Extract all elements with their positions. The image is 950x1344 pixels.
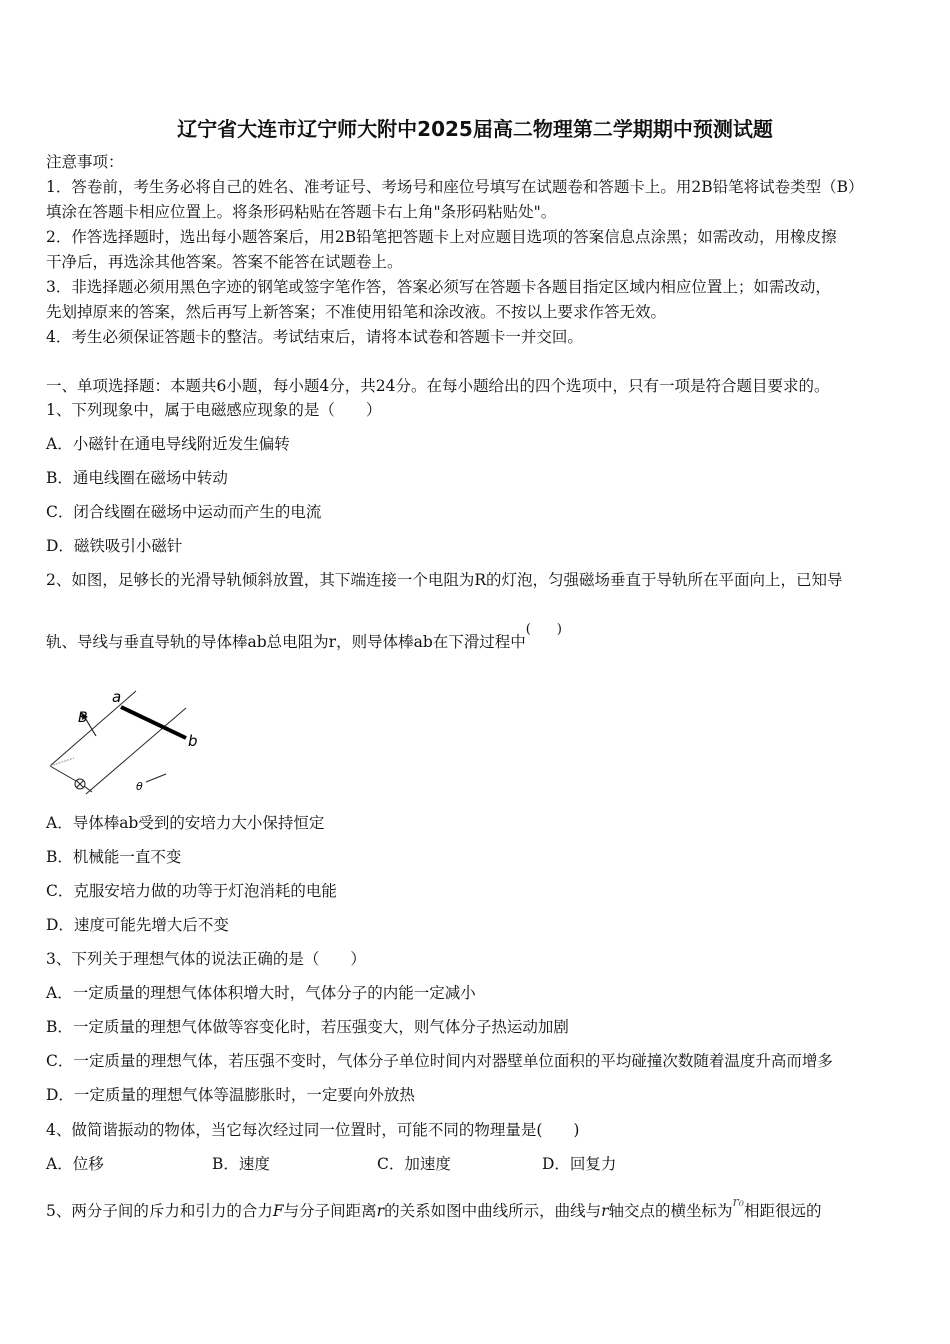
var-r0: r₀ bbox=[732, 1195, 744, 1210]
q5-stem bbox=[46, 1195, 822, 1223]
q5-text: 5、两分子间的斥力和引力的合力 bbox=[46, 1202, 273, 1220]
notice-line: 3．非选择题必须用黑色字迹的钢笔或签字笔作答，答案必须写在答题卡各题目指定区域内相应位置上；如需改动， bbox=[46, 278, 831, 296]
inclined-rail-diagram bbox=[46, 686, 198, 798]
q5-text: 与分子间距离 bbox=[283, 1202, 377, 1220]
q4-option-b: B．速度 bbox=[212, 1155, 270, 1173]
var-r: r bbox=[601, 1202, 609, 1220]
q2-stem-line2 bbox=[46, 622, 562, 654]
notice-line: 2．作答选择题时，选出每小题答案后，用2B铅笔把答题卡上对应题目选项的答案信息点涂黑；如需改动，用橡皮擦 bbox=[46, 228, 837, 246]
label-theta: θ bbox=[136, 780, 143, 793]
notice-line: 先划掉原来的答案，然后再写上新答案；不准使用铅笔和涂改液。不按以上要求作答无效。 bbox=[46, 303, 667, 321]
q4-option-c: C．加速度 bbox=[377, 1155, 451, 1173]
label-b: b bbox=[188, 732, 198, 750]
q2-option-b: B．机械能一直不变 bbox=[46, 848, 182, 866]
q3-stem: 3、下列关于理想气体的说法正确的是（ ） bbox=[46, 950, 366, 968]
q4-option-a: A．位移 bbox=[46, 1155, 104, 1173]
notice-line: 干净后，再选涂其他答案。答案不能答在试题卷上。 bbox=[46, 253, 403, 271]
answer-paren: ( ) bbox=[525, 622, 562, 637]
q2-option-c: C．克服安培力做的功等于灯泡消耗的电能 bbox=[46, 882, 337, 900]
notice-line: 填涂在答题卡相应位置上。将条形码粘贴在答题卡右上角"条形码粘贴处"。 bbox=[46, 203, 557, 221]
q3-option-a: A．一定质量的理想气体体积增大时，气体分子的内能一定减小 bbox=[46, 984, 476, 1002]
q1-option-d: D．磁铁吸引小磁针 bbox=[46, 537, 183, 555]
notice-heading: 注意事项： bbox=[46, 153, 124, 171]
page-title: 辽宁省大连市辽宁师大附中2025届高二物理第二学期期中预测试题 bbox=[177, 117, 773, 141]
q5-text: 相距很远的 bbox=[743, 1202, 822, 1220]
q2-stem-text: 轨、导线与垂直导轨的导体棒ab总电阻为r，则导体棒ab在下滑过程中 bbox=[46, 633, 526, 651]
q4-option-d: D．回复力 bbox=[542, 1155, 617, 1173]
q5-text: 的关系如图中曲线所示，曲线与 bbox=[384, 1202, 602, 1220]
q1-option-c: C．闭合线圈在磁场中运动而产生的电流 bbox=[46, 503, 322, 521]
section-heading: 一、单项选择题：本题共6小题，每小题4分，共24分。在每小题给出的四个选项中，只有一项是符合题目要求的。 bbox=[46, 377, 830, 395]
q2-option-d: D．速度可能先增大后不变 bbox=[46, 916, 229, 934]
notice-line: 1．答卷前，考生务必将自己的姓名、准考证号、考场号和座位号填写在试题卷和答题卡上。用2B铅笔将试卷类型（B） bbox=[46, 178, 864, 196]
q1-option-a: A．小磁针在通电导线附近发生偏转 bbox=[46, 435, 290, 453]
q3-option-b: B．一定质量的理想气体做等容变化时，若压强变大，则气体分子热运动加剧 bbox=[46, 1018, 569, 1036]
label-B: B bbox=[78, 710, 88, 726]
q1-option-b: B．通电线圈在磁场中转动 bbox=[46, 469, 228, 487]
q4-stem: 4、做简谐振动的物体，当它每次经过同一位置时，可能不同的物理量是( ) bbox=[46, 1121, 580, 1139]
notice-line: 4．考生必须保证答题卡的整洁。考试结束后，请将本试卷和答题卡一并交回。 bbox=[46, 328, 583, 346]
q2-stem-line1: 2、如图，足够长的光滑导轨倾斜放置，其下端连接一个电阻为R的灯泡，匀强磁场垂直于导轨所在平面向上，已知导 bbox=[46, 571, 843, 589]
q5-text: 轴交点的横坐标为 bbox=[608, 1202, 733, 1220]
var-F: F bbox=[272, 1202, 284, 1220]
label-a: a bbox=[112, 688, 122, 706]
q3-option-c: C．一定质量的理想气体，若压强不变时，气体分子单位时间内对器壁单位面积的平均碰撞次数随着温度升高而增多 bbox=[46, 1052, 833, 1070]
var-r: r bbox=[376, 1202, 385, 1220]
q1-stem: 1、下列现象中，属于电磁感应现象的是（ ） bbox=[46, 401, 382, 419]
conductor-rod-ab bbox=[121, 707, 186, 738]
q2-option-a: A．导体棒ab受到的安培力大小保持恒定 bbox=[46, 814, 325, 832]
q3-option-d: D．一定质量的理想气体等温膨胀时，一定要向外放热 bbox=[46, 1086, 415, 1104]
